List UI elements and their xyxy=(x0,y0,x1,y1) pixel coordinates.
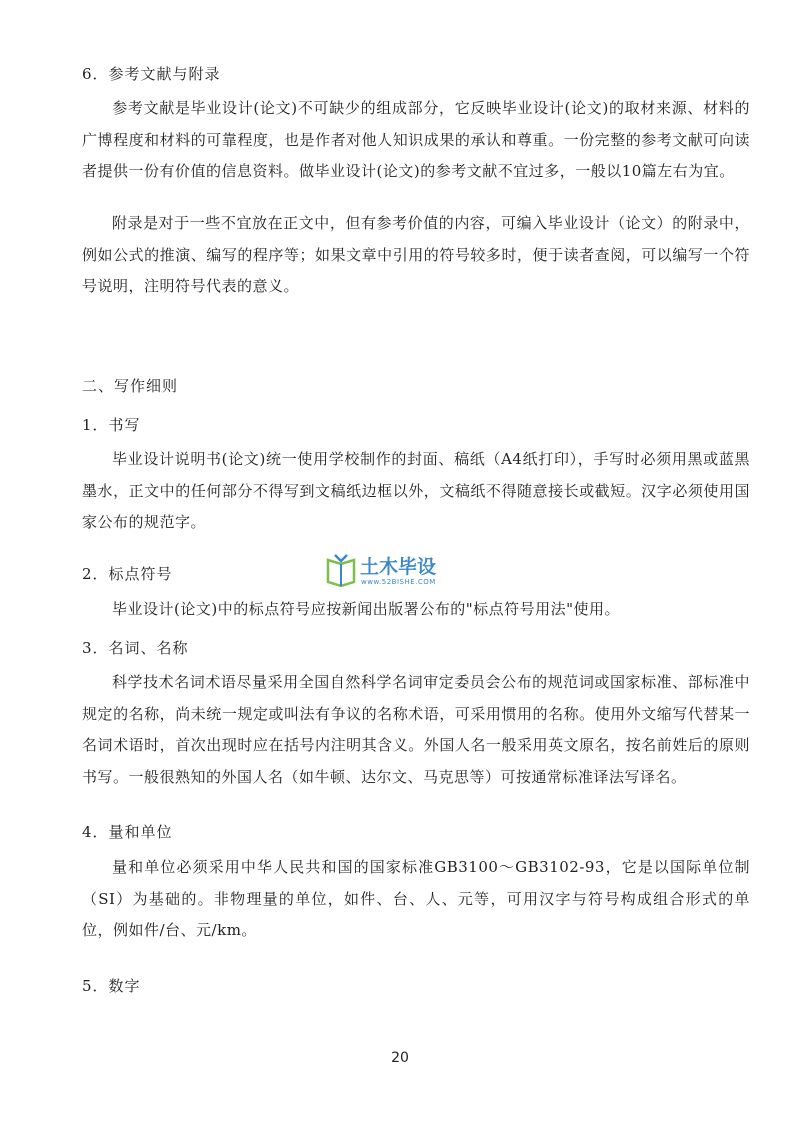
section-2-paragraph-text: 毕业设计(论文)中的标点符号应按新闻出版署公布的"标点符号用法"使用。 xyxy=(112,600,621,618)
section-1-paragraph-text: 毕业设计说明书(论文)统一使用学校制作的封面、稿纸（A4纸打印），手写时必须用黑或蓝黑墨水，正文中的任何部分不得写到文稿纸边框以外，文稿纸不得随意接长或截短。汉字必须使用国家公布的规范字。 xyxy=(82,450,750,531)
part-2-heading: 二、写作细则 xyxy=(82,377,179,395)
section-2-paragraph xyxy=(82,594,750,626)
section-6-heading: 6．参考文献与附录 xyxy=(82,65,221,83)
section-1-paragraph xyxy=(82,444,750,539)
section-3-heading: 3．名词、名称 xyxy=(82,639,189,657)
section-6-paragraph-2 xyxy=(82,208,750,303)
section-4-heading: 4．量和单位 xyxy=(82,823,173,841)
section-4-paragraph-text: 量和单位必须采用中华人民共和国的国家标准GB3100～GB3102-93，它是以国际单位制（SI）为基础的。非物理量的单位，如件、台、人、元等，可用汉字与符号构成组合形式的单位，例如件/台、元/km。 xyxy=(82,858,750,939)
section-2-heading: 2．标点符号 xyxy=(82,565,173,583)
watermark-url: www.52BISHE.COM xyxy=(361,578,436,586)
section-6-paragraph-2-text: 附录是对于一些不宜放在正文中，但有参考价值的内容，可编入毕业设计（论文）的附录中，例如公式的推演、编写的程序等；如果文章中引用的符号较多时，便于读者查阅，可以编写一个符号说明，注明符号代表的意义。 xyxy=(82,214,750,295)
page-number: 20 xyxy=(391,1050,409,1066)
watermark-logo xyxy=(326,552,486,588)
book-logo-icon xyxy=(328,555,354,586)
section-1-heading: 1．书写 xyxy=(82,416,141,434)
section-6-paragraph-1 xyxy=(82,93,750,188)
section-5-heading: 5．数字 xyxy=(82,977,141,995)
section-4-paragraph xyxy=(82,852,750,947)
watermark-name: 土木毕设 xyxy=(360,556,437,578)
section-3-paragraph xyxy=(82,667,750,793)
section-3-paragraph-text: 科学技术名词术语尽量采用全国自然科学名词审定委员会公布的规范词或国家标准、部标准中规定的名称，尚未统一规定或叫法有争议的名称术语，可采用惯用的名称。使用外文缩写代替某一名词术语时，首次出现时应在括号内注明其含义。外国人名一般采用英文原名，按名前姓后的原则书写。一般很熟知的外国人名（如牛顿、达尔文、马克思等）可按通常标准译法写译名。 xyxy=(82,673,750,786)
section-6-paragraph-1-text: 参考文献是毕业设计(论文)不可缺少的组成部分，它反映毕业设计(论文)的取材来源、材料的广博程度和材料的可靠程度，也是作者对他人知识成果的承认和尊重。一份完整的参考文献可向读者提供一份有价值的信息资料。做毕业设计(论文)的参考文献不宜过多，一般以10篇左右为宜。 xyxy=(82,99,750,180)
